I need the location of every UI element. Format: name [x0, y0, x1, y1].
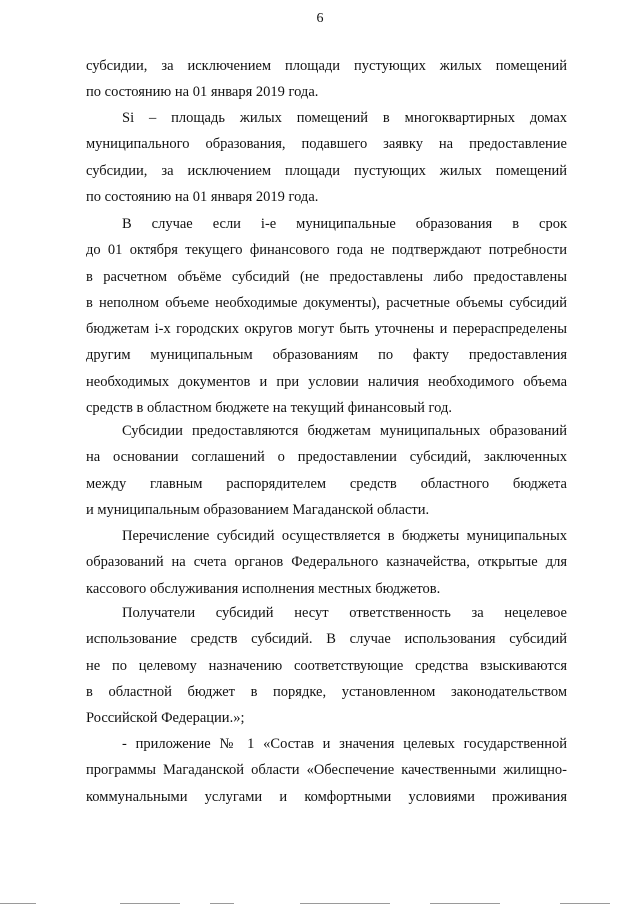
text-line: средств в областном бюджете на текущий финансовый год.	[86, 400, 452, 417]
page-number: 6	[316, 11, 324, 26]
text-line: субсидии, за исключением площади пустующих жилых помещений	[86, 58, 567, 74]
paragraph-responsibility	[86, 600, 567, 731]
paragraph-transfer	[86, 523, 567, 602]
text-line: не по целевому назначению соответствующие средства взыскиваются	[86, 657, 567, 674]
text-line: Субсидии предоставляются бюджетам муниципальных образований	[122, 423, 567, 439]
text-line: между главным распорядителем средств областного бюджета	[86, 475, 567, 492]
paragraph-continuation	[86, 53, 567, 106]
text-line: другим муниципальным образованиям по факту предоставления	[86, 347, 567, 364]
text-line: программы Магаданской области «Обеспечение качественными жилищно-	[86, 762, 567, 779]
text-line: Si – площадь жилых помещений в многоквартирных домах	[122, 110, 567, 126]
text-line: кассового обслуживания исполнения местных бюджетов.	[86, 580, 441, 597]
paragraph-agreements	[86, 418, 567, 523]
text-line: в областной бюджет в порядке, установленном законодательством	[86, 683, 567, 700]
paragraph-si-definition	[86, 105, 567, 210]
text-line: образований на счета органов Федерального казначейства, открытые для	[86, 554, 567, 571]
text-line: в неполном объеме необходимые документы), расчетные объемы субсидий	[86, 294, 567, 311]
paragraph-redistribution	[86, 211, 567, 421]
paragraph-appendix	[86, 731, 567, 810]
text-line: В случае если i-е муниципальные образования в срок	[122, 216, 567, 232]
text-line: бюджетам i-х городских округов могут быть уточнены и перераспределены	[86, 321, 567, 338]
text-line: Получатели субсидий несут ответственность за нецелевое	[122, 605, 567, 621]
text-line: до 01 октября текущего финансового года не подтверждают потребности	[86, 242, 567, 259]
text-line: по состоянию на 01 января 2019 года.	[86, 188, 319, 205]
text-line: по состоянию на 01 января 2019 года.	[86, 84, 319, 101]
text-line: и муниципальным образованием Магаданской области.	[86, 501, 430, 518]
text-line: Российской Федерации.»;	[86, 710, 245, 727]
text-line: использование средств субсидий. В случае использования субсидий	[86, 631, 567, 648]
text-line: необходимых документов и при условии наличия необходимого объема	[86, 373, 567, 390]
text-line: на основании соглашений о предоставлении субсидий, заключенных	[86, 449, 567, 466]
scan-edge-marks	[0, 899, 640, 905]
text-line: - приложение № 1 «Состав и значения целевых государственной	[122, 736, 567, 752]
text-line: коммунальными услугами и комфортными условиями проживания	[86, 788, 567, 805]
text-line: Перечисление субсидий осуществляется в бюджеты муниципальных	[122, 528, 567, 544]
text-line: муниципального образования, подавшего заявку на предоставление	[86, 136, 567, 153]
text-line: в расчетном объёме субсидий (не предоставлены либо предоставлены	[86, 268, 567, 285]
text-line: субсидии, за исключением площади пустующих жилых помещений	[86, 162, 567, 179]
